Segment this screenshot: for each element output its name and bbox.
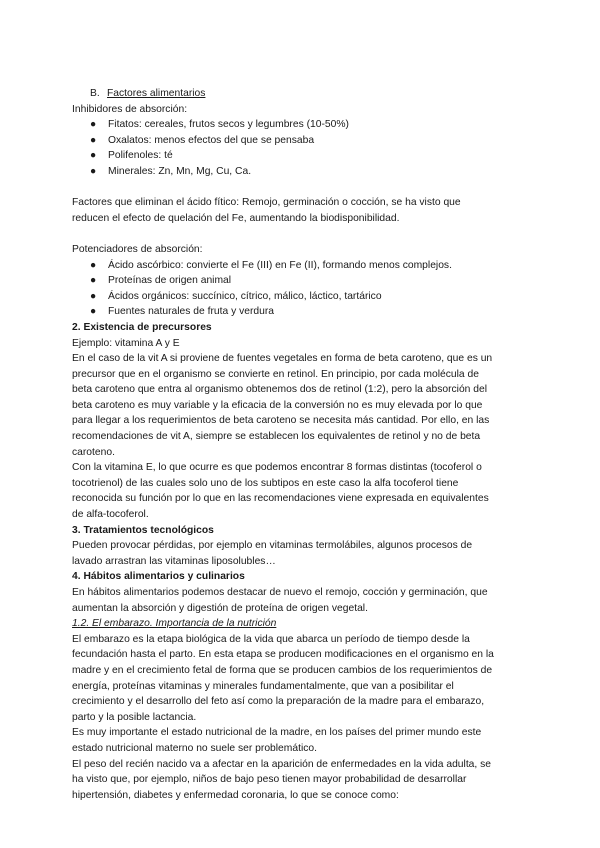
list-item: ● Polifenoles: té — [72, 148, 532, 164]
section-b-letter: B. — [90, 88, 100, 99]
section-3-paragraph: Pueden provocar pérdidas, por ejemplo en vitaminas termolábiles, algunos procesos de lavado arrastran las vitaminas liposolubles… — [72, 540, 473, 567]
list-item: ● Proteínas de origen animal — [72, 273, 532, 289]
section-2-heading: 2. Existencia de precursores — [72, 321, 212, 333]
bullet-icon: ● — [90, 259, 97, 271]
pregnancy-paragraph-3: El peso del recién nacido va a afectar en la aparición de enfermedades en la vida adulta, se ha visto que, por ejemplo, niños de bajo peso tienen mayor probabilidad de desarrollar hipertensión, diabetes y enfermedad coronaria, lo que se conoce como: — [72, 758, 492, 801]
list-item: ● Fuentes naturales de fruta y verdura — [72, 304, 532, 320]
enhancers-heading: Potenciadores de absorción: — [72, 243, 203, 255]
pregnancy-paragraph-1: El embarazo es la etapa biológica de la vida que abarca un período de tiempo desde la fecundación hasta el parto. En esta etapa se producen modificaciones en el organismo en la madre y en el crecimiento fetal de forma que se producen cambios de los requerimientos de energía, proteínas vitaminas y minerales fundamentalmente, que van a posibilitar el crecimiento y el desarrollo del feto así como la preparación de la madre para el embarazo, parto y la posible lactancia. — [72, 633, 494, 723]
bullet-icon: ● — [90, 150, 97, 162]
phytic-acid-paragraph: Factores que eliminan el ácido fítico: Remojo, germinación o cocción, se ha visto que reducen el efecto de quelación del Fe, aumentando la biodisponibilidad. — [72, 197, 461, 224]
list-item: ● Ácidos orgánicos: succínico, cítrico, málico, láctico, tartárico — [72, 289, 532, 305]
bullet-icon: ● — [90, 134, 97, 146]
inhibitors-list — [72, 117, 532, 179]
section-1-2-heading: 1.2. El embarazo. Importancia de la nutrición — [72, 618, 277, 630]
spacer — [72, 180, 532, 196]
section-b-heading — [72, 86, 532, 102]
inhibitors-heading: Inhibidores de absorción: — [72, 103, 188, 115]
bullet-icon: ● — [90, 290, 97, 302]
section-4-heading: 4. Hábitos alimentarios y culinarios — [72, 571, 245, 583]
pregnancy-paragraph-2: Es muy importante el estado nutricional de la madre, en los países del primer mundo este estado nutricional materno no suele ser problemático. — [72, 727, 482, 754]
section-b-title: Factores alimentarios — [107, 88, 206, 99]
list-item: ● Oxalatos: menos efectos del que se pensaba — [72, 133, 532, 149]
vitamin-a-paragraph: En el caso de la vit A si proviene de fuentes vegetales en forma de beta caroteno, que es un precursor que en el organismo se convierte en retinol. En principio, por cada molécula de beta caroteno que entra al organismo obtenemos dos de retinol (1:2), pero la absorción del beta caroteno es muy variable y la eficacia de la conversión no es muy elevada por lo que para llegar a los requerimientos de beta caroteno se necesita más cantidad. Por ello, en las recomendaciones de vit A, siempre se establecen los equivalentes de retinol y no de beta caroteno. — [72, 353, 493, 458]
vitamin-e-paragraph: Con la vitamina E, lo que ocurre es que podemos encontrar 8 formas distintas (tocoferol o tocotrienol) de las cuales solo uno de los subtipos en este caso la alfa tocoferol tiene reconocida su función por lo que en las recomendaciones viene expresada en equivalentes de alfa-tocoferol. — [72, 462, 489, 521]
bullet-icon: ● — [90, 275, 97, 287]
bullet-icon: ● — [90, 306, 97, 318]
spacer — [72, 226, 532, 242]
list-item: ● Ácido ascórbico: convierte el Fe (III) en Fe (II), formando menos complejos. — [72, 258, 532, 274]
list-item: ● Minerales: Zn, Mn, Mg, Cu, Ca. — [72, 164, 532, 180]
section-3-heading: 3. Tratamientos tecnológicos — [72, 524, 214, 536]
bullet-icon: ● — [90, 165, 97, 177]
document-body — [72, 86, 532, 803]
enhancers-list — [72, 258, 532, 320]
section-4-paragraph: En hábitos alimentarios podemos destacar de nuevo el remojo, cocción y germinación, que aumentan la absorción y digestión de proteína de origen vegetal. — [72, 587, 488, 614]
bullet-icon: ● — [90, 119, 97, 131]
list-item: ● Fitatos: cereales, frutos secos y legumbres (10-50%) — [72, 117, 532, 133]
section-2-example: Ejemplo: vitamina A y E — [72, 337, 180, 349]
